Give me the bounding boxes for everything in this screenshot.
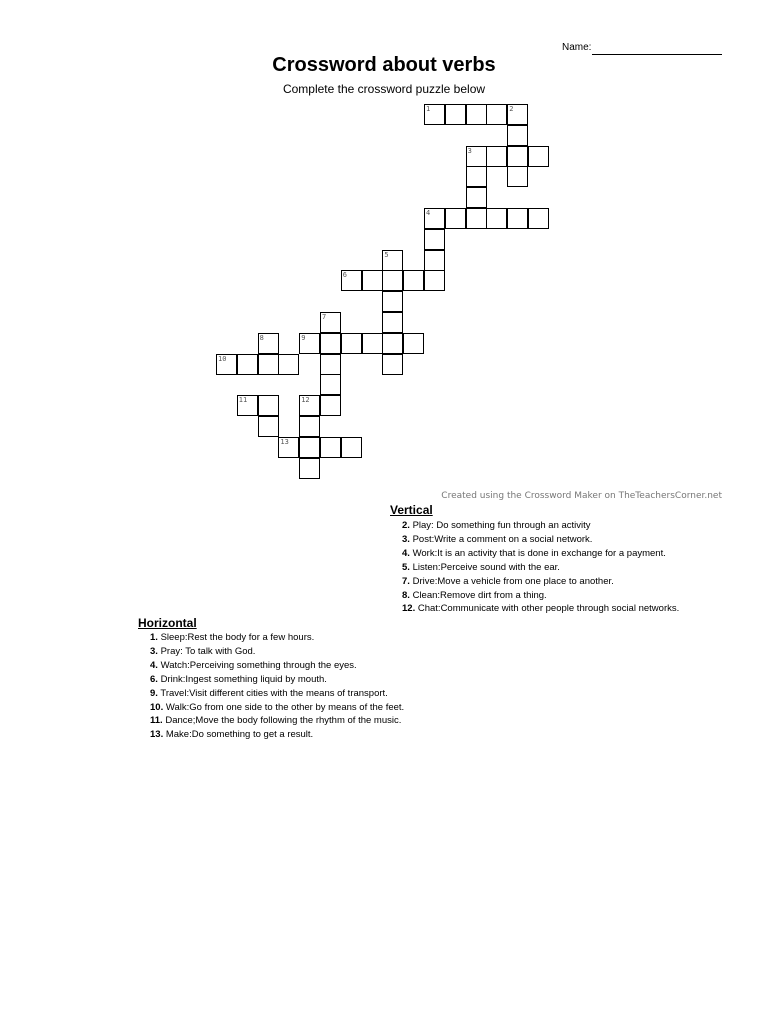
clue-number: 4. — [402, 547, 410, 559]
clue-text: Clean:Remove dirt from a thing. — [412, 589, 547, 601]
crossword-cell[interactable] — [341, 270, 362, 291]
crossword-cell[interactable] — [320, 333, 341, 354]
crossword-cell[interactable] — [382, 312, 403, 333]
crossword-cell[interactable] — [320, 312, 341, 333]
horizontal-clues — [150, 631, 404, 742]
crossword-cell[interactable] — [320, 437, 341, 458]
page-subtitle: Complete the crossword puzzle below — [282, 82, 486, 96]
clue-number-label: 1 — [426, 105, 431, 113]
clue-text: Play: Do something fun through an activity — [412, 520, 591, 531]
crossword-cell[interactable] — [507, 166, 528, 187]
vertical-clues — [402, 519, 679, 616]
crossword-cell[interactable] — [299, 416, 320, 437]
clue-number: 10. — [150, 701, 164, 713]
crossword-cell[interactable] — [466, 104, 487, 125]
crossword-cell[interactable] — [466, 166, 487, 187]
crossword-cell[interactable] — [424, 229, 445, 250]
crossword-cell[interactable] — [466, 146, 487, 167]
crossword-cell[interactable] — [258, 395, 279, 416]
page-title: Crossword about verbs — [272, 54, 496, 76]
clue-item — [150, 645, 404, 659]
crossword-cell[interactable] — [320, 395, 341, 416]
crossword-cell[interactable] — [486, 146, 507, 167]
crossword-cell[interactable] — [403, 333, 424, 354]
crossword-cell[interactable] — [466, 208, 487, 229]
clue-number-label: 4 — [426, 209, 431, 217]
crossword-cell[interactable] — [382, 333, 403, 354]
clue-item — [150, 673, 404, 687]
crossword-cell[interactable] — [320, 374, 341, 395]
clue-number: 6. — [150, 673, 158, 685]
crossword-cell[interactable] — [320, 354, 341, 375]
clue-item — [150, 714, 404, 728]
vertical-heading: Vertical — [390, 503, 433, 517]
horizontal-heading: Horizontal — [138, 616, 197, 630]
crossword-cell[interactable] — [278, 437, 299, 458]
crossword-cell[interactable] — [382, 270, 403, 291]
crossword-cell[interactable] — [362, 333, 383, 354]
clue-number: 3. — [150, 645, 158, 657]
crossword-cell[interactable] — [424, 250, 445, 271]
credit-text: Created using the Crossword Maker on TheTeachersCorner.net — [441, 491, 722, 501]
clue-number: 7. — [402, 575, 410, 587]
crossword-cell[interactable] — [466, 187, 487, 208]
crossword-cell[interactable] — [299, 437, 320, 458]
clue-text: Work:It is an activity that is done in exchange for a payment. — [412, 547, 666, 559]
clue-text: Post:Write a comment on a social network. — [412, 533, 593, 545]
clue-number: 3. — [402, 533, 410, 545]
crossword-cell[interactable] — [486, 104, 507, 125]
clue-number: 2. — [402, 520, 410, 531]
clue-item — [402, 589, 679, 603]
crossword-cell[interactable] — [528, 208, 549, 229]
clue-number: 11. — [150, 715, 163, 727]
crossword-cell[interactable] — [382, 291, 403, 312]
clue-number-label: 2 — [509, 105, 514, 113]
crossword-cell[interactable] — [424, 208, 445, 229]
clue-text: Travel:Visit different cities with the means of transport. — [160, 687, 388, 699]
clue-number: 4. — [150, 659, 158, 671]
crossword-cell[interactable] — [424, 104, 445, 125]
crossword-cell[interactable] — [237, 354, 258, 375]
crossword-cell[interactable] — [507, 125, 528, 146]
crossword-cell[interactable] — [382, 250, 403, 271]
crossword-cell[interactable] — [258, 416, 279, 437]
clue-number-label: 6 — [342, 271, 348, 280]
clue-number: 8. — [402, 589, 410, 601]
crossword-cell[interactable] — [341, 437, 362, 458]
clue-item — [402, 575, 679, 589]
crossword-cell[interactable] — [258, 333, 279, 354]
clue-number: 9. — [150, 687, 158, 699]
clue-text: Pray: To talk with God. — [160, 645, 256, 657]
clue-number: 1. — [150, 632, 158, 643]
clue-item — [150, 659, 404, 673]
clue-item — [402, 519, 679, 533]
clue-text: Make:Do something to get a result. — [165, 729, 314, 741]
crossword-cell[interactable] — [507, 208, 528, 229]
clue-item — [150, 701, 404, 715]
crossword-cell[interactable] — [237, 395, 258, 416]
clue-text: Sleep:Rest the body for a few hours. — [160, 632, 315, 643]
clue-number-label: 9 — [301, 333, 306, 342]
clue-item — [150, 687, 404, 701]
clue-text: Chat:Communicate with other people through social networks. — [417, 603, 680, 615]
clue-number-label: 3 — [467, 146, 472, 155]
clue-text: Watch:Perceiving something through the eyes. — [160, 659, 357, 671]
crossword-cell[interactable] — [299, 395, 320, 416]
crossword-cell[interactable] — [299, 333, 320, 354]
clue-number-label: 10 — [218, 354, 227, 363]
clue-item — [150, 631, 404, 645]
crossword-cell[interactable] — [507, 104, 528, 125]
crossword-cell[interactable] — [528, 146, 549, 167]
clue-number-label: 8 — [259, 333, 264, 342]
clue-text: Drink:Ingest something liquid by mouth. — [160, 673, 327, 685]
crossword-cell[interactable] — [258, 354, 279, 375]
clue-item — [402, 602, 679, 616]
crossword-cell[interactable] — [403, 270, 424, 291]
crossword-cell[interactable] — [486, 208, 507, 229]
clue-number-label: 11 — [238, 396, 248, 405]
clue-item — [402, 561, 679, 575]
crossword-cell[interactable] — [216, 354, 237, 375]
clue-number: 5. — [402, 561, 410, 573]
clue-item — [150, 728, 404, 742]
crossword-cell[interactable] — [278, 354, 299, 375]
crossword-cell[interactable] — [362, 270, 383, 291]
clue-text: Walk:Go from one side to the other by means of the feet. — [165, 701, 405, 713]
crossword-cell[interactable] — [299, 458, 320, 479]
clue-number: 12. — [402, 603, 416, 615]
name-label: Name: — [562, 42, 592, 53]
clue-number-label: 13 — [280, 437, 289, 446]
crossword-cell[interactable] — [424, 270, 445, 291]
crossword-cell[interactable] — [382, 354, 403, 375]
clue-item — [402, 533, 679, 547]
crossword-cell[interactable] — [445, 104, 466, 125]
clue-number-label: 12 — [301, 396, 310, 405]
clue-text: Dance;Move the body following the rhythm of the music. — [165, 715, 402, 727]
crossword-cell[interactable] — [507, 146, 528, 167]
clue-text: Drive:Move a vehicle from one place to another. — [412, 575, 614, 587]
clue-number-label: 7 — [322, 313, 327, 321]
clue-number: 13. — [150, 729, 164, 741]
crossword-cell[interactable] — [445, 208, 466, 229]
clue-text: Listen:Perceive sound with the ear. — [412, 561, 560, 573]
crossword-cell[interactable] — [341, 333, 362, 354]
clue-item — [402, 547, 679, 561]
clue-number-label: 5 — [384, 250, 389, 259]
